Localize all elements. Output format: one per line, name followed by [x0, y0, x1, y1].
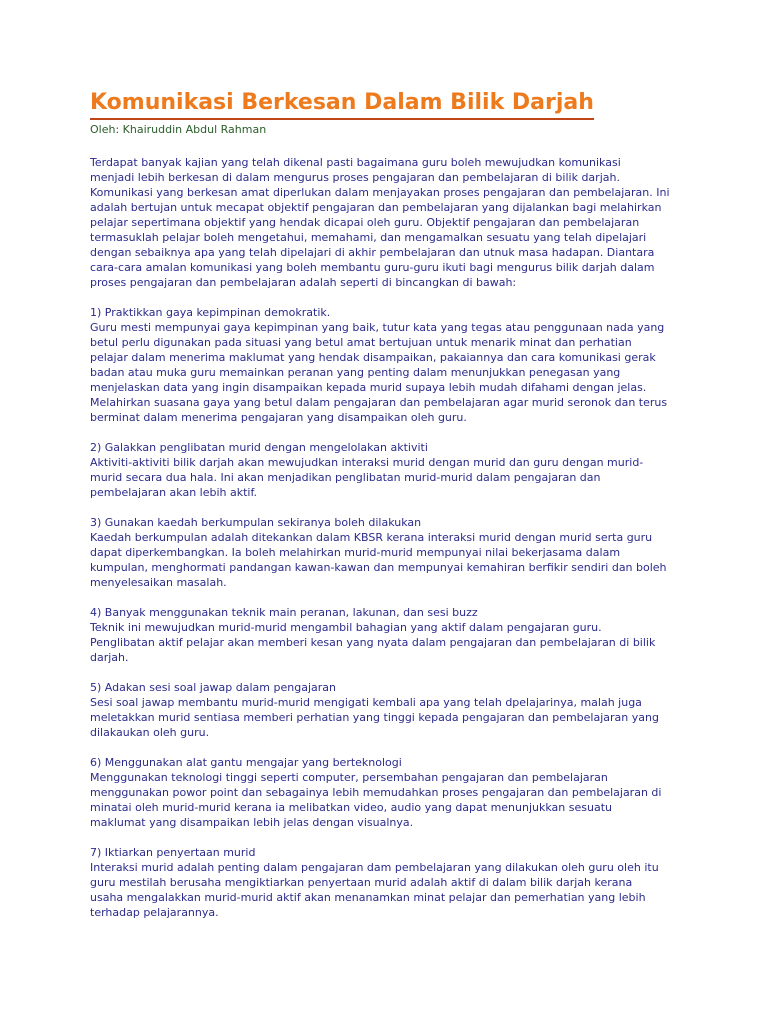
- section-1-paragraph: 1) Praktikkan gaya kepimpinan demokratik. Guru mesti mempunyai gaya kepimpinan yang baik, tutur kata yang tegas atau penggunaan nada yang betul perlu digunakan pada situasi yang betul amat bertujuan untuk menarik minat dan perhatian pelajar dalam menerima maklumat yang hendak disampaikan, pakaiannya dan cara komunikasi gerak badan atau muka guru memainkan peranan yang penting dalam menunjukkan penegasan yang menjelaskan data yang ingin disampaikan kepada murid supaya lebih mudah difahami dengan jelas. Melahirkan suasana gaya yang betul dalam pengajaran dan pembelajaran agar murid seronok dan terus berminat dalam menerima pengajaran yang disampaikan oleh guru.: [90, 306, 668, 424]
- document-page: [90, 90, 690, 920]
- document-author: Oleh: Khairuddin Abdul Rahman: [90, 123, 267, 136]
- document-title: Komunikasi Berkesan Dalam Bilik Darjah: [90, 90, 594, 120]
- section-4-paragraph: 4) Banyak menggunakan teknik main peranan, lakunan, dan sesi buzz Teknik ini mewujudkan murid-murid mengambil bahagian yang aktif dalam pengajaran guru. Penglibatan aktif pelajar akan memberi kesan yang nyata dalam pengajaran dan pembelajaran di bilik darjah.: [90, 606, 656, 664]
- section-2-paragraph: 2) Galakkan penglibatan murid dengan mengelolakan aktiviti Aktiviti-aktiviti bilik darjah akan mewujudkan interaksi murid dengan murid dan guru dengan murid- murid secara dua hala. Ini akan menjadikan penglibatan murid-murid dalam pengajaran dan pembelajaran akan lebih aktif.: [90, 441, 644, 499]
- section-5-paragraph: 5) Adakan sesi soal jawap dalam pengajaran Sesi soal jawap membantu murid-murid mengigati kembali apa yang telah dpelajarinya, malah juga meletakkan murid sentiasa memberi perhatian yang tinggi kepada pengajaran dan pembelajaran yang dilakaukan oleh guru.: [90, 681, 659, 739]
- section-6-paragraph: 6) Menggunakan alat gantu mengajar yang berteknologi Menggunakan teknologi tinggi seperti computer, persembahan pengajaran dan pembelajaran menggunakan powor point dan sebagainya lebih memudahkan proses pengajaran dan pembelajaran di minatai oleh murid-murid kerana ia melibatkan video, audio yang dapat menunjukkan sesuatu maklumat yang disampaikan lebih jelas dengan visualnya.: [90, 756, 662, 829]
- intro-paragraph: Terdapat banyak kajian yang telah dikenal pasti bagaimana guru boleh mewujudkan komunikasi menjadi lebih berkesan di dalam mengurus proses pengajaran dan pembelajaran di bilik darjah. Komunikasi yang berkesan amat diperlukan dalam menjayakan proses pengajaran dan pembelajaran. Ini adalah bertujan untuk mecapat objektif pengajaran dan pembelajaran yang dijalankan bagi melahirkan pelajar sepertimana objektif yang hendak dicapai oleh guru. Objektif pengajaran dan pembelajaran termasuklah pelajar boleh mengetahui, memahami, dan mengamalkan sesuatu yang telah dipelajari dengan sebaiknya apa yang telah dipelajari di akhir pembelajaran dan utnuk masa hadapan. Diantara cara-cara amalan komunikasi yang boleh membantu guru-guru ikuti bagi mengurus bilik darjah dalam proses pengajaran dan pembelajaran adalah seperti di bincangkan di bawah:: [90, 156, 670, 289]
- section-3-paragraph: 3) Gunakan kaedah berkumpulan sekiranya boleh dilakukan Kaedah berkumpulan adalah ditekankan dalam KBSR kerana interaksi murid dengan murid serta guru dapat diperkembangkan. Ia boleh melahirkan murid-murid mempunyai nilai bekerjasama dalam kumpulan, menghormati pandangan kawan-kawan dan mempunyai kemahiran berfikir sendiri dan boleh menyelesaikan masalah.: [90, 516, 667, 589]
- section-7-paragraph: 7) Iktiarkan penyertaan murid Interaksi murid adalah penting dalam pengajaran dam pembelajaran yang dilakukan oleh guru oleh itu guru mestilah berusaha mengiktiarkan penyertaan murid adalah aktif di dalam bilik darjah kerana usaha mengalakkan murid-murid aktif akan menanamkan minat pelajar dan pemerhatian yang lebih terhadap pelajarannya.: [90, 846, 659, 919]
